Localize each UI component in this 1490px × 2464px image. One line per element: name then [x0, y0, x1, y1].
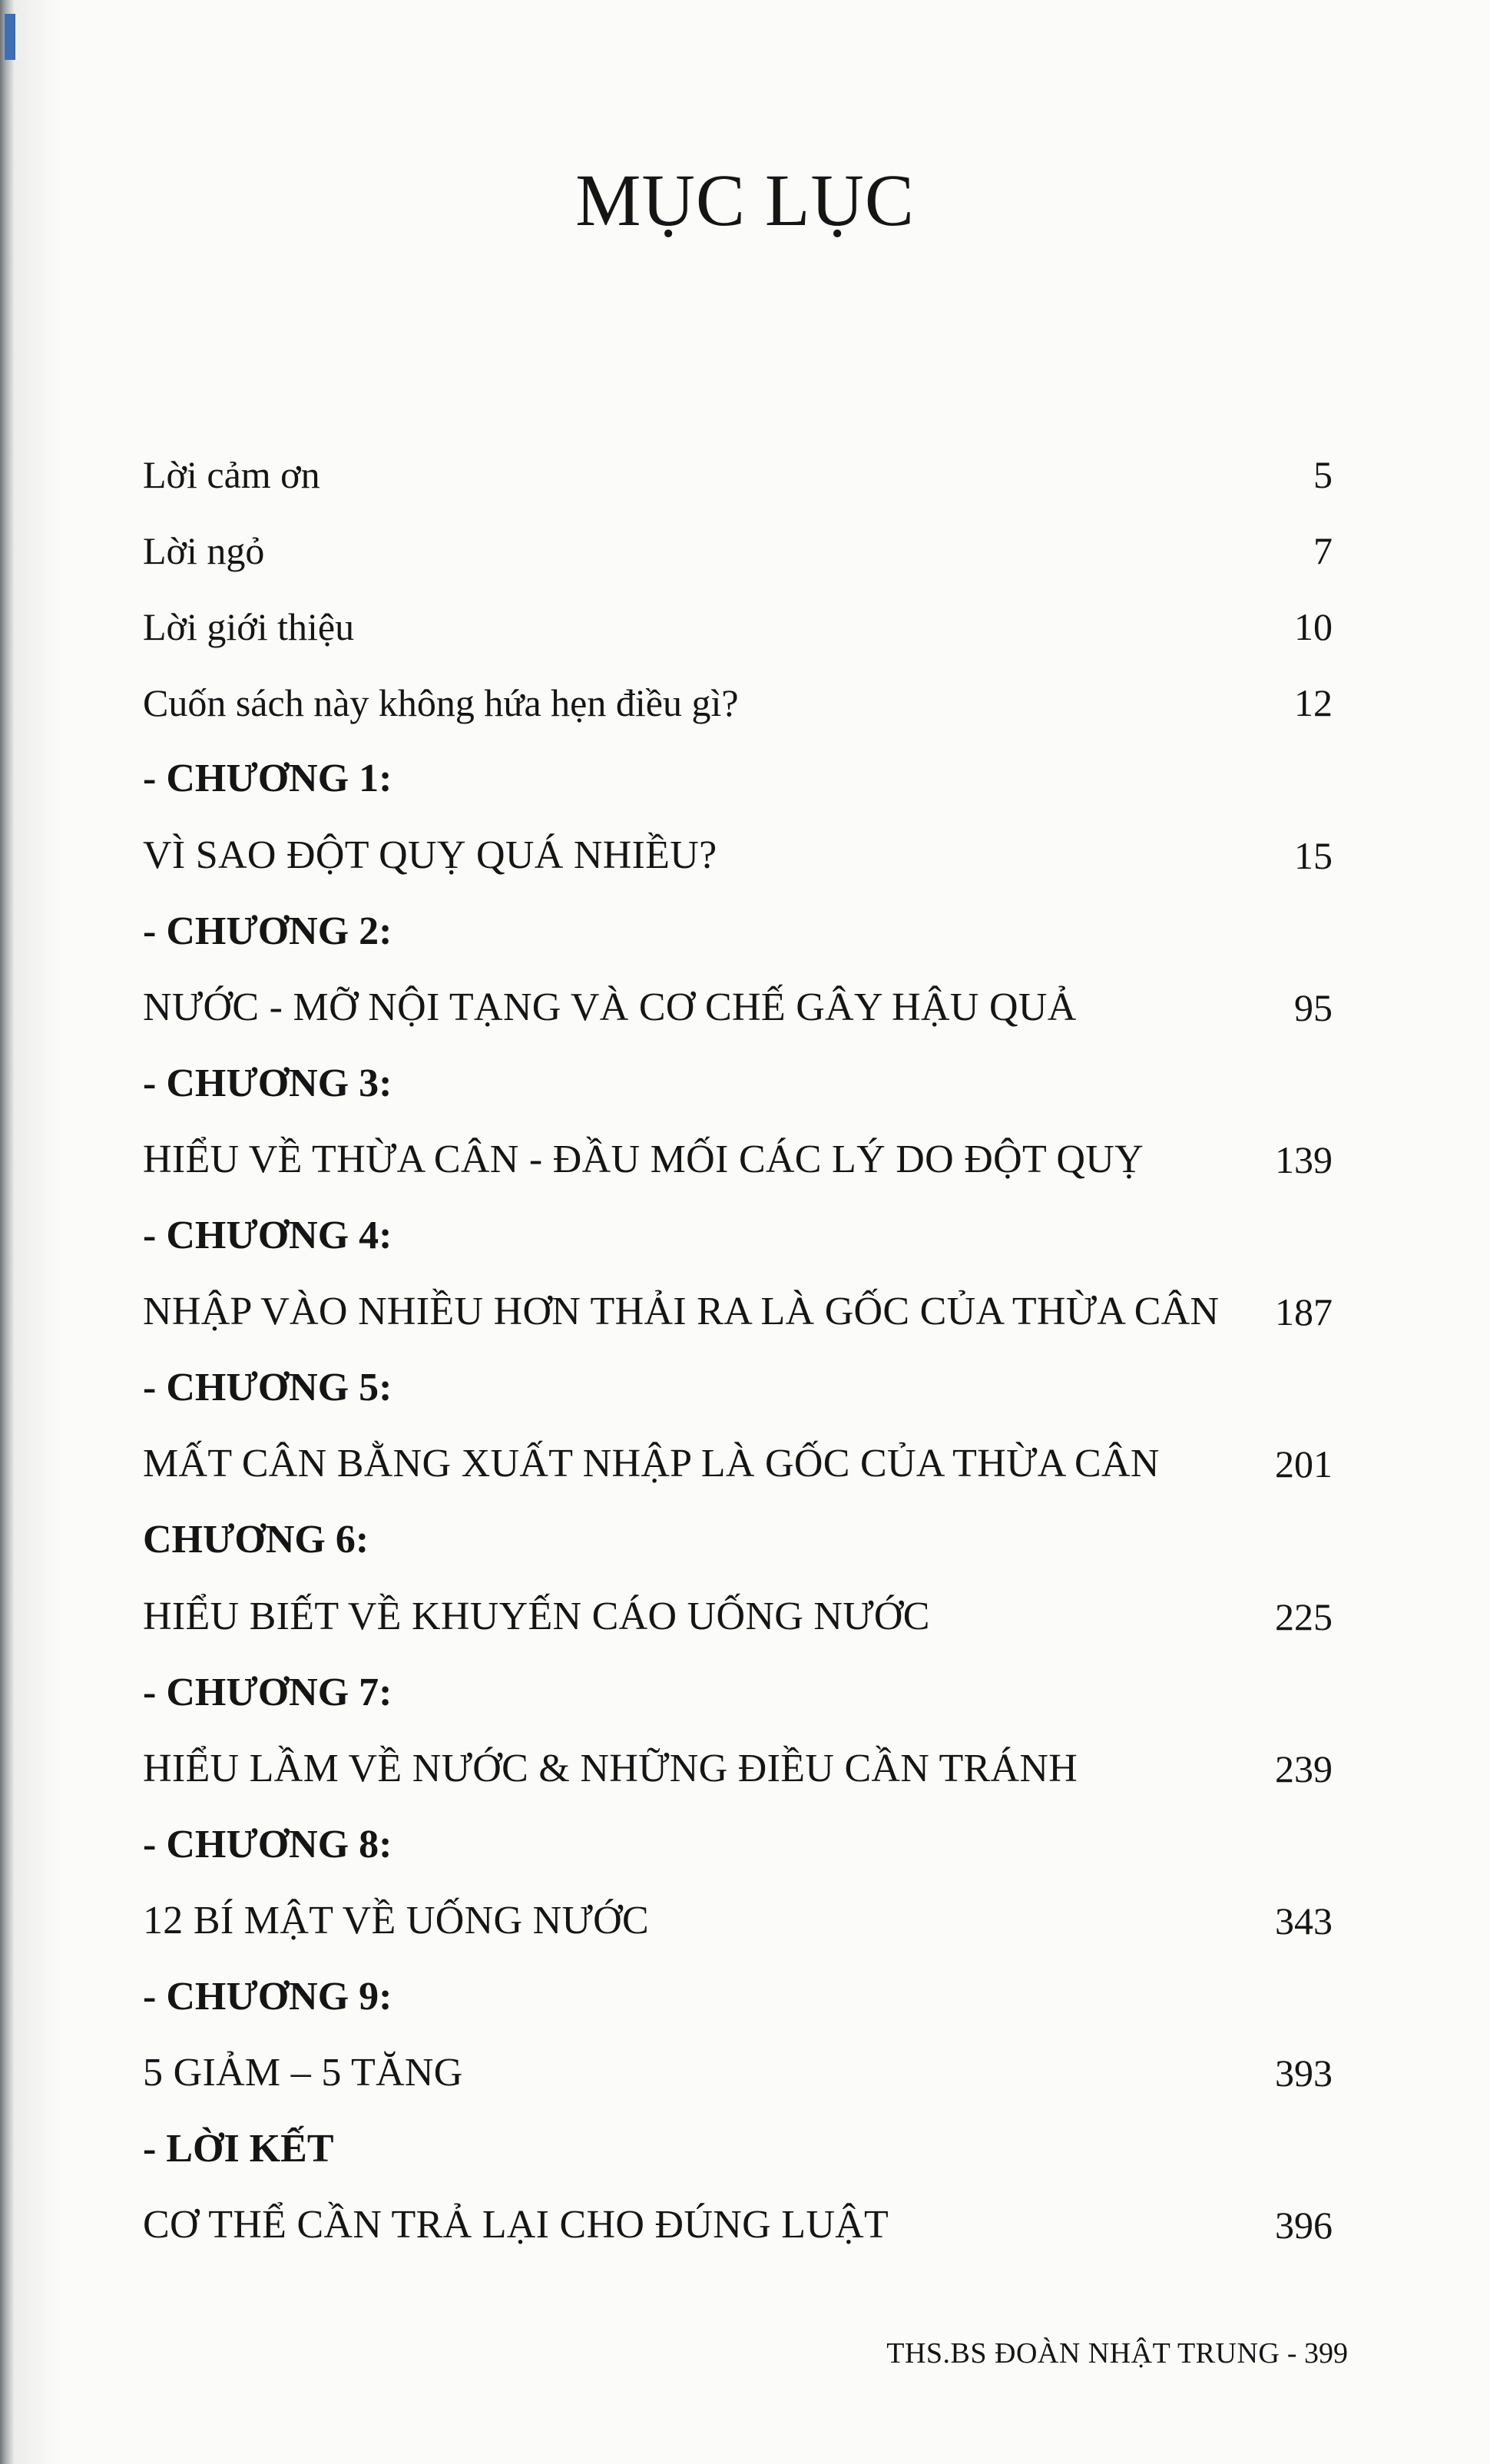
toc-entry-title: Lời cảm ơn [143, 453, 320, 496]
toc-entry-row [0, 1890, 1490, 1952]
page-footer [886, 2336, 1348, 2370]
toc-entry-row [0, 977, 1490, 1038]
page-title: MỤC LỤC [575, 159, 915, 241]
toc-chapter-label: - CHƯƠNG 8: [143, 1822, 392, 1866]
toc-page-number: 187 [1275, 1290, 1333, 1334]
toc-entry-title: HIỂU LẦM VỀ NƯỚC & NHỮNG ĐIỀU CẦN TRÁNH [143, 1746, 1078, 1790]
toc-chapter-row [0, 2118, 1490, 2180]
toc-chapter-label: - CHƯƠNG 2: [143, 909, 392, 953]
toc-entry-title: VÌ SAO ĐỘT QUỴ QUÁ NHIỀU? [143, 833, 717, 877]
toc-entry-title: NHẬP VÀO NHIỀU HƠN THẢI RA LÀ GỐC CỦA THỪA CÂN [143, 1290, 1220, 1334]
toc-chapter-label: - CHƯƠNG 5: [143, 1366, 392, 1410]
toc-page-number: 393 [1275, 2052, 1333, 2095]
toc-entry-title: 12 BÍ MẬT VỀ UỐNG NƯỚC [143, 1898, 649, 1942]
toc-entry-row [0, 1281, 1490, 1343]
toc-chapter-row [0, 1357, 1490, 1419]
toc-entry-title: CƠ THỂ CẦN TRẢ LẠI CHO ĐÚNG LUẬT [143, 2203, 889, 2247]
footer-page-number: - 399 [1286, 2337, 1348, 2370]
toc-chapter-label: - CHƯƠNG 9: [143, 1975, 392, 2019]
toc-page-number: 7 [1313, 529, 1333, 573]
toc-entry-title: Cuốn sách này không hứa hẹn điều gì? [143, 681, 739, 725]
toc-page-number: 343 [1275, 1899, 1333, 1942]
toc-entry-title: MẤT CÂN BẰNG XUẤT NHẬP LÀ GỐC CỦA THỪA CÂN [143, 1442, 1160, 1486]
toc-entry-row [0, 1129, 1490, 1191]
toc-entry-row [0, 1586, 1490, 1648]
toc-chapter-row [0, 1966, 1490, 2028]
toc-page-number: 15 [1294, 833, 1333, 877]
toc-entry-title: Lời ngỏ [143, 529, 265, 573]
toc-chapter-label: CHƯƠNG 6: [143, 1518, 369, 1562]
toc-chapter-label: - LỜI KẾT [143, 2127, 334, 2171]
toc-chapter-label: - CHƯƠNG 1: [143, 757, 392, 801]
toc-entry-row [0, 596, 1490, 657]
toc-entry-title: HIỂU BIẾT VỀ KHUYẾN CÁO UỐNG NƯỚC [143, 1594, 930, 1638]
toc-chapter-row [0, 748, 1490, 810]
toc-chapter-row [0, 1509, 1490, 1571]
toc-entry-row [0, 1738, 1490, 1800]
toc-page-number: 10 [1294, 605, 1333, 649]
toc-chapter-row [0, 1205, 1490, 1267]
toc-entry-title: HIỂU VỀ THỪA CÂN - ĐẦU MỐI CÁC LÝ DO ĐỘT QUỴ [143, 1137, 1144, 1181]
toc-page-number: 95 [1294, 985, 1333, 1029]
toc-page-number: 239 [1275, 1747, 1333, 1790]
toc-entry-row [0, 444, 1490, 505]
toc-page-number: 5 [1313, 453, 1333, 496]
toc-chapter-label: - CHƯƠNG 4: [143, 1214, 392, 1257]
toc-entry-title: 5 GIẢM – 5 TĂNG [143, 2051, 463, 2095]
toc-chapter-row [0, 901, 1490, 962]
toc-entry-row [0, 672, 1490, 734]
toc-page-number: 225 [1275, 1595, 1333, 1638]
toc-page-number: 201 [1275, 1442, 1333, 1486]
toc-entry-title: NƯỚC - MỠ NỘI TẠNG VÀ CƠ CHẾ GÂY HẬU QUẢ [143, 985, 1077, 1029]
toc-entry-title: Lời giới thiệu [143, 605, 355, 649]
toc-entry-row [0, 825, 1490, 886]
toc-entry-row [0, 2194, 1490, 2256]
toc-chapter-row [0, 1814, 1490, 1876]
toc-page-number: 139 [1275, 1138, 1333, 1181]
toc-chapter-row [0, 1053, 1490, 1114]
toc-chapter-label: - CHƯƠNG 3: [143, 1061, 392, 1105]
toc-entry-row [0, 1433, 1490, 1495]
toc-page-number: 12 [1294, 681, 1333, 725]
toc-chapter-row [0, 1662, 1490, 1724]
toc-entry-row [0, 2042, 1490, 2104]
toc-chapter-label: - CHƯƠNG 7: [143, 1670, 392, 1714]
toc-entry-row [0, 520, 1490, 581]
toc-page-number: 396 [1275, 2204, 1333, 2247]
footer-author: THS.BS ĐOÀN NHẬT TRUNG [886, 2337, 1280, 2370]
